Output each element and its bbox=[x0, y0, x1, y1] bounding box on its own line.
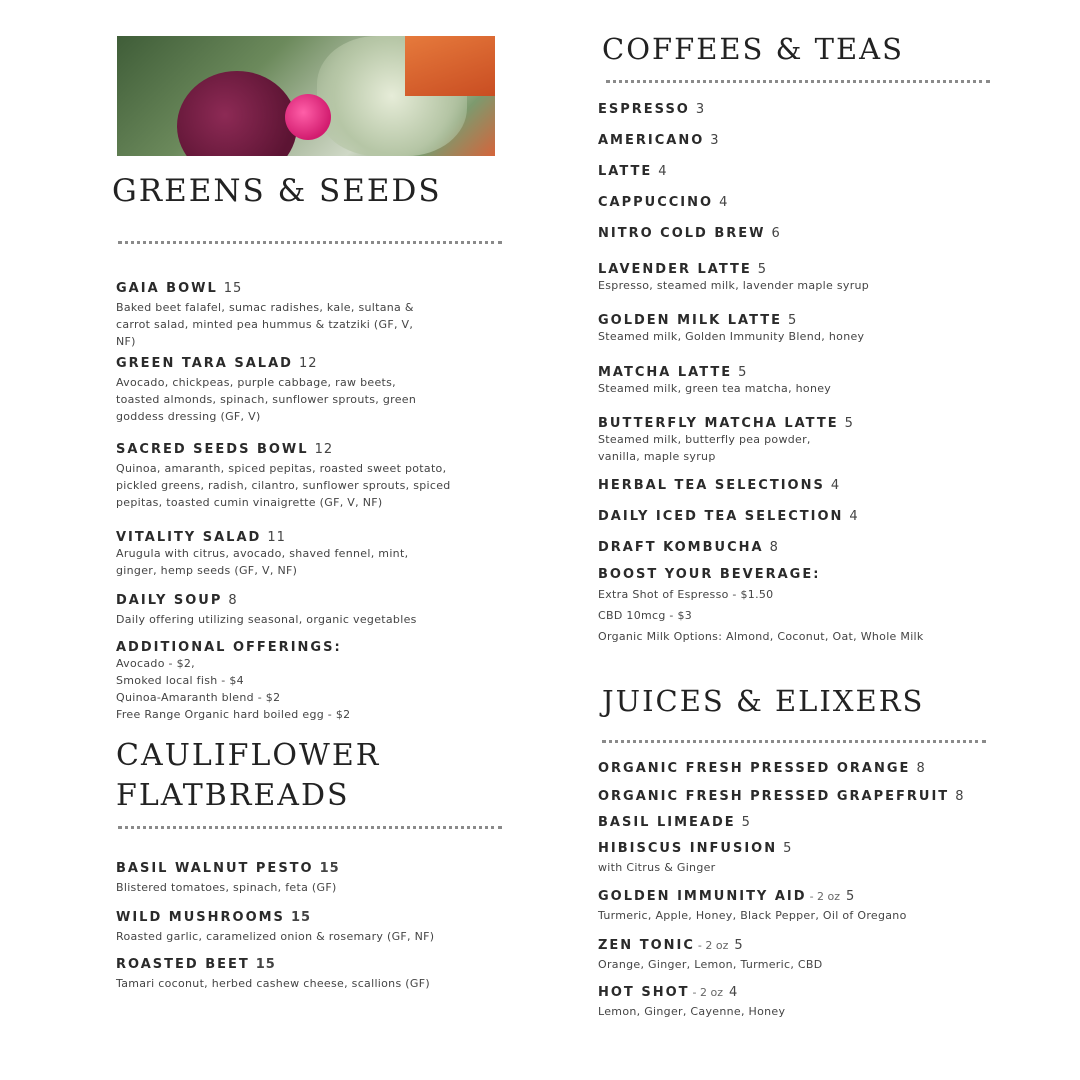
item-description: Arugula with citrus, avocado, shaved fennel, mint, ginger, hemp seeds (GF, V, NF) bbox=[116, 547, 409, 577]
item-price: 4 bbox=[830, 478, 841, 493]
item-name: DAILY SOUP bbox=[116, 593, 223, 608]
item-name: HOT SHOT bbox=[598, 985, 690, 1000]
item-name: CAPPUCCINO bbox=[598, 195, 714, 210]
menu-item bbox=[598, 222, 998, 241]
item-name: ESPRESSO bbox=[598, 102, 690, 117]
menu-item bbox=[598, 258, 998, 294]
item-description: Tamari coconut, herbed cashew cheese, scallions (GF) bbox=[116, 977, 430, 990]
menu-item bbox=[116, 953, 516, 992]
item-description: Daily offering utilizing seasonal, organic vegetables bbox=[116, 613, 417, 626]
divider bbox=[118, 241, 502, 244]
greens-seeds-title: GREENS & SEEDS bbox=[112, 173, 442, 209]
cauliflower-flatbreads-title bbox=[116, 736, 380, 816]
item-name: HIBISCUS INFUSION bbox=[598, 841, 778, 856]
menu-item bbox=[598, 191, 998, 210]
item-name: BASIL WALNUT PESTO bbox=[116, 861, 314, 876]
item-name: VITALITY SALAD bbox=[116, 530, 262, 545]
offering-line: Avocado - $2, bbox=[116, 657, 195, 670]
menu-item bbox=[116, 857, 516, 896]
item-price: 4 bbox=[658, 164, 668, 179]
item-name: AMERICANO bbox=[598, 133, 705, 148]
item-price: 5 bbox=[734, 938, 744, 953]
item-name: NITRO COLD BREW bbox=[598, 226, 766, 241]
item-price: 3 bbox=[695, 102, 706, 117]
title-line: FLATBREADS bbox=[116, 778, 350, 813]
menu-item bbox=[116, 438, 516, 511]
menu-item bbox=[598, 309, 998, 345]
menu-item bbox=[598, 536, 998, 555]
item-price: 5 bbox=[783, 841, 793, 856]
item-name: LATTE bbox=[598, 164, 653, 179]
item-description: Baked beet falafel, sumac radishes, kale, sultana & carrot salad, minted pea hummus & tzatziki (GF, V, NF) bbox=[116, 301, 414, 348]
item-description: Steamed milk, green tea matcha, honey bbox=[598, 382, 832, 395]
menu-item bbox=[598, 885, 998, 924]
item-name: BUTTERFLY MATCHA LATTE bbox=[598, 416, 839, 431]
menu-item bbox=[598, 505, 998, 524]
divider bbox=[606, 80, 990, 83]
item-price: 4 bbox=[728, 985, 739, 1000]
boost-line: Extra Shot of Espresso - $1.50 bbox=[598, 588, 774, 601]
menu-item bbox=[116, 526, 516, 579]
boost-title: BOOST YOUR BEVERAGE: bbox=[598, 567, 821, 582]
item-price: 8 bbox=[769, 540, 779, 555]
item-name: LAVENDER LATTE bbox=[598, 262, 752, 277]
item-name: GOLDEN MILK LATTE bbox=[598, 313, 782, 328]
item-name: SACRED SEEDS BOWL bbox=[116, 442, 309, 457]
item-description: with Citrus & Ginger bbox=[598, 861, 716, 874]
offering-line: Free Range Organic hard boiled egg - $2 bbox=[116, 708, 351, 721]
menu-item bbox=[598, 811, 998, 830]
item-price: 5 bbox=[846, 889, 856, 904]
menu-item bbox=[598, 981, 998, 1020]
item-price: 5 bbox=[741, 815, 751, 830]
menu-item bbox=[598, 837, 998, 876]
menu-item bbox=[598, 412, 998, 465]
item-price: 15 bbox=[319, 861, 340, 876]
menu-item bbox=[116, 906, 516, 945]
item-price: 5 bbox=[757, 262, 768, 277]
menu-item bbox=[598, 361, 998, 397]
item-price: 6 bbox=[771, 226, 781, 241]
item-price: 15 bbox=[223, 281, 243, 296]
item-price: 11 bbox=[267, 530, 286, 545]
item-description: Lemon, Ginger, Cayenne, Honey bbox=[598, 1005, 786, 1018]
item-price: 15 bbox=[255, 957, 276, 972]
item-description: Espresso, steamed milk, lavender maple syrup bbox=[598, 279, 870, 292]
item-price: 4 bbox=[719, 195, 729, 210]
divider bbox=[118, 826, 502, 829]
item-name: ORGANIC FRESH PRESSED GRAPEFRUIT bbox=[598, 789, 950, 804]
menu-item bbox=[598, 757, 998, 776]
item-name: DAILY ICED TEA SELECTION bbox=[598, 509, 844, 524]
item-name: DRAFT KOMBUCHA bbox=[598, 540, 764, 555]
offering-line: Smoked local fish - $4 bbox=[116, 674, 244, 687]
item-price: 5 bbox=[844, 416, 854, 431]
item-price: 12 bbox=[314, 442, 334, 457]
item-name: WILD MUSHROOMS bbox=[116, 910, 285, 925]
item-name: ROASTED BEET bbox=[116, 957, 250, 972]
menu-item bbox=[598, 934, 998, 973]
menu-item bbox=[598, 129, 998, 148]
item-name: GOLDEN IMMUNITY AID bbox=[598, 889, 807, 904]
item-price: 3 bbox=[710, 133, 720, 148]
item-description: Avocado, chickpeas, purple cabbage, raw beets, toasted almonds, spinach, sunflower sprouts, green goddess dressing (GF, V) bbox=[116, 376, 417, 423]
menu-item bbox=[116, 352, 516, 425]
item-name: MATCHA LATTE bbox=[598, 365, 733, 380]
item-price: 4 bbox=[849, 509, 859, 524]
salad-bowl-photo bbox=[117, 36, 495, 156]
item-description: Orange, Ginger, Lemon, Turmeric, CBD bbox=[598, 958, 823, 971]
item-description: Steamed milk, butterfly pea powder, vanilla, maple syrup bbox=[598, 433, 811, 463]
item-name: GAIA BOWL bbox=[116, 281, 218, 296]
item-description: Quinoa, amaranth, spiced pepitas, roasted sweet potato, pickled greens, radish, cilantro, sunflower sprouts, spiced pepitas, toasted cumin vinaigrette (GF, V, NF) bbox=[116, 462, 451, 509]
item-size: - 2 oz bbox=[809, 890, 841, 903]
item-name: ZEN TONIC bbox=[598, 938, 695, 953]
item-price: 8 bbox=[228, 593, 238, 608]
item-price: 5 bbox=[738, 365, 748, 380]
menu-item bbox=[598, 474, 998, 493]
menu-item bbox=[116, 589, 516, 628]
boost-line: CBD 10mcg - $3 bbox=[598, 609, 693, 622]
menu-item bbox=[598, 160, 998, 179]
item-size: - 2 oz bbox=[692, 986, 723, 999]
item-name: BASIL LIMEADE bbox=[598, 815, 736, 830]
divider bbox=[602, 740, 986, 743]
additional-offerings bbox=[116, 640, 516, 723]
item-name: HERBAL TEA SELECTIONS bbox=[598, 478, 825, 493]
boost-line: Organic Milk Options: Almond, Coconut, Oat, Whole Milk bbox=[598, 630, 924, 643]
menu-item bbox=[598, 98, 998, 117]
menu-item bbox=[116, 277, 516, 350]
menu-item bbox=[598, 785, 998, 804]
item-description: Blistered tomatoes, spinach, feta (GF) bbox=[116, 881, 337, 894]
additional-offerings-title: ADDITIONAL OFFERINGS: bbox=[116, 640, 342, 655]
title-line: CAULIFLOWER bbox=[116, 738, 381, 773]
item-price: 12 bbox=[298, 356, 318, 371]
item-price: 8 bbox=[916, 761, 926, 776]
item-description: Steamed milk, Golden Immunity Blend, honey bbox=[598, 330, 865, 343]
offering-line: Quinoa-Amaranth blend - $2 bbox=[116, 691, 281, 704]
item-price: 8 bbox=[955, 789, 965, 804]
item-price: 15 bbox=[290, 910, 312, 925]
item-price: 5 bbox=[788, 313, 798, 328]
item-description: Roasted garlic, caramelized onion & rosemary (GF, NF) bbox=[116, 930, 435, 943]
juices-elixers-title: JUICES & ELIXERS bbox=[602, 684, 925, 718]
item-name: GREEN TARA SALAD bbox=[116, 356, 293, 371]
item-description: Turmeric, Apple, Honey, Black Pepper, Oil of Oregano bbox=[598, 909, 907, 922]
coffees-teas-title: COFFEES & TEAS bbox=[602, 32, 904, 66]
item-size: - 2 oz bbox=[697, 939, 729, 952]
boost-your-beverage bbox=[598, 567, 998, 645]
item-name: ORGANIC FRESH PRESSED ORANGE bbox=[598, 761, 911, 776]
